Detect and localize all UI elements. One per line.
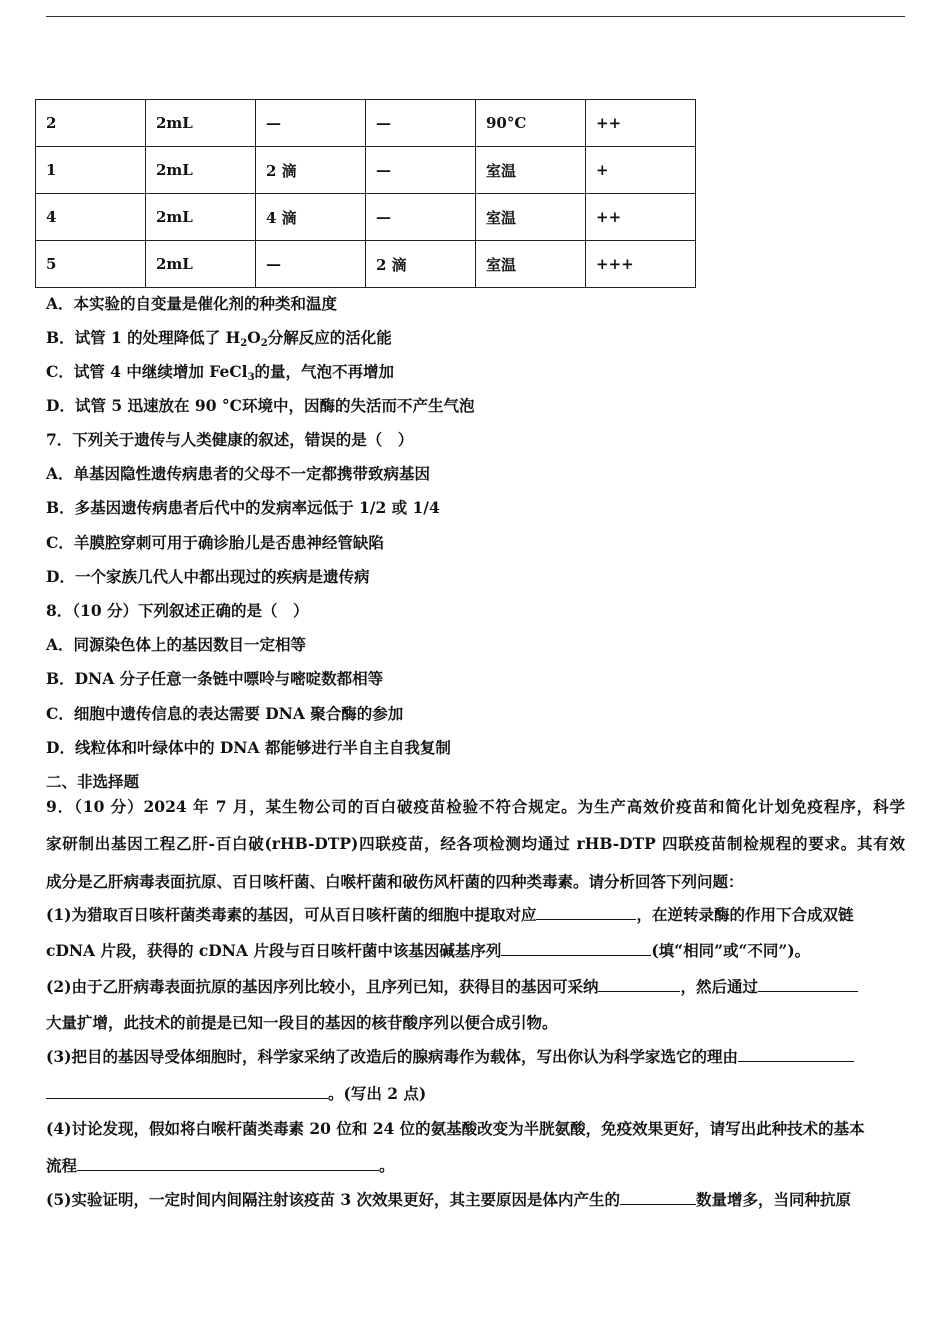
table-cell: 90°C <box>476 100 586 147</box>
table-cell: + <box>586 147 696 194</box>
q8-option-d: D．线粒体和叶绿体中的 DNA 都能够进行半自主自我复制 <box>46 738 451 757</box>
q9-part1-text-d: (填“相同”或“不同”)。 <box>651 941 811 960</box>
answer-blank[interactable] <box>620 1190 696 1205</box>
q8-stem: 8．（10 分）下列叙述正确的是（ ） <box>46 601 309 620</box>
q7-option-b: B．多基因遗传病患者后代中的发病率远低于 1/2 或 1/4 <box>46 498 440 517</box>
q9-part1-line1 <box>46 905 853 925</box>
q7-stem: 7．下列关于遗传与人类健康的叙述，错误的是（ ） <box>46 430 414 449</box>
q6-option-c-post: 的量，气泡不再增加 <box>254 362 395 381</box>
answer-blank[interactable] <box>598 977 680 992</box>
q9-part3-text-b: 。(写出 2 点) <box>328 1084 427 1103</box>
table-cell: 室温 <box>476 147 586 194</box>
q9-part1-text-a: (1)为猎取百日咳杆菌类毒素的基因，可从百日咳杆菌的细胞中提取对应 <box>46 905 537 924</box>
table-cell: 1 <box>36 147 146 194</box>
q9-part2-line2: 大量扩增，此技术的前提是已知一段目的基因的核苷酸序列以便合成引物。 <box>46 1013 558 1032</box>
q9-part2-text-a: (2)由于乙肝病毒表面抗原的基因序列比较小，且序列已知，获得目的基因可采纳 <box>46 977 599 996</box>
table-cell: 4 <box>36 194 146 241</box>
answer-blank[interactable] <box>46 1084 328 1099</box>
q9-part4-line2 <box>46 1156 395 1176</box>
table-cell: 2 滴 <box>366 241 476 288</box>
answer-blank[interactable] <box>536 905 636 920</box>
experiment-table <box>35 99 696 288</box>
table-cell: — <box>256 241 366 288</box>
q6-option-c <box>46 362 394 388</box>
q6-option-c-pre: C．试管 4 中继续增加 FeCl <box>46 362 248 381</box>
q7-option-c: C．羊膜腔穿刺可用于确诊胎儿是否患神经管缺陷 <box>46 533 384 552</box>
table-row <box>36 194 696 241</box>
table-cell: ++ <box>586 100 696 147</box>
table-cell: 室温 <box>476 241 586 288</box>
subscript: 2 <box>240 338 248 349</box>
q8-option-b: B．DNA 分子任意一条链中嘌呤与嘧啶数都相等 <box>46 669 384 688</box>
q9-part4-line1: (4)讨论发现，假如将白喉杆菌类毒素 20 位和 24 位的氨基酸改变为半胱氨酸，免疫效果更好，请写出此种技术的基本 <box>46 1119 865 1138</box>
q9-part5-text-a: (5)实验证明，一定时间内间隔注射该疫苗 3 次效果更好，其主要原因是体内产生的 <box>46 1190 621 1209</box>
q6-option-b <box>46 328 392 354</box>
q9-part5-text-b: 数量增多，当同种抗原 <box>696 1190 852 1209</box>
table-cell: 2mL <box>146 147 256 194</box>
subscript: 3 <box>247 372 255 383</box>
q9-line-3: 成分是乙肝病毒表面抗原、百日咳杆菌、白喉杆菌和破伤风杆菌的四种类毒素。请分析回答下列问题： <box>46 872 744 891</box>
subscript: 2 <box>260 338 268 349</box>
q9-part4-text-b: 流程 <box>46 1156 78 1175</box>
header-rule <box>46 16 905 17</box>
table-row <box>36 147 696 194</box>
table-cell: — <box>366 100 476 147</box>
q8-option-c: C．细胞中遗传信息的表达需要 DNA 聚合酶的参加 <box>46 704 404 723</box>
table-cell: 2mL <box>146 241 256 288</box>
q9-line-2: 家研制出基因工程乙肝-百白破(rHB-DTP)四联疫苗，经各项检测均通过 rHB-DTP 四联疫苗制检规程的要求。其有效 <box>46 834 905 853</box>
q9-part4-text-c: 。 <box>379 1156 395 1175</box>
table-cell: 2 <box>36 100 146 147</box>
q9-part2-line1 <box>46 977 858 997</box>
table-cell: 2 滴 <box>256 147 366 194</box>
q7-option-d: D．一个家族几代人中都出现过的疾病是遗传病 <box>46 567 370 586</box>
q7-option-a: A．单基因隐性遗传病患者的父母不一定都携带致病基因 <box>46 464 431 483</box>
table-cell: +++ <box>586 241 696 288</box>
q9-part3-line1 <box>46 1047 854 1067</box>
table-cell: ++ <box>586 194 696 241</box>
answer-blank[interactable] <box>77 1156 379 1171</box>
q9-part3-text-a: (3)把目的基因导受体细胞时，科学家采纳了改造后的腺病毒作为载体，写出你认为科学家选它的理由 <box>46 1047 738 1066</box>
q9-part2-text-b: ，然后通过 <box>680 977 758 996</box>
answer-blank[interactable] <box>758 977 858 992</box>
table-row <box>36 241 696 288</box>
q9-part1-line2 <box>46 941 810 961</box>
q6-option-a: A．本实验的自变量是催化剂的种类和温度 <box>46 294 338 313</box>
q9-line-1: 9．（10 分）2024 年 7 月，某生物公司的百白破疫苗检验不符合规定。为生产高效价疫苗和简化计划免疫程序，科学 <box>46 797 905 816</box>
table-cell: — <box>366 147 476 194</box>
q9-part5-line1 <box>46 1190 851 1210</box>
q9-part1-text-b: ，在逆转录酶的作用下合成双链 <box>636 905 854 924</box>
table-cell: 5 <box>36 241 146 288</box>
q8-option-a: A．同源染色体上的基因数目一定相等 <box>46 635 307 654</box>
answer-blank[interactable] <box>738 1047 854 1062</box>
section-heading: 二、非选择题 <box>46 772 140 791</box>
table-cell: 2mL <box>146 194 256 241</box>
q6-option-b-pre: B．试管 1 的处理降低了 H <box>46 328 241 347</box>
table-cell: 室温 <box>476 194 586 241</box>
q9-part3-line2 <box>46 1084 426 1104</box>
q6-option-b-post: 分解反应的活化能 <box>267 328 392 347</box>
table-cell: 2mL <box>146 100 256 147</box>
table-cell: — <box>366 194 476 241</box>
q9-part1-text-c: cDNA 片段，获得的 cDNA 片段与百日咳杆菌中该基因碱基序列 <box>46 941 502 960</box>
q6-option-d: D．试管 5 迅速放在 90 °C环境中，因酶的失活而不产生气泡 <box>46 396 475 415</box>
table-row <box>36 100 696 147</box>
q6-option-b-mid: O <box>247 328 261 347</box>
table-cell: 4 滴 <box>256 194 366 241</box>
answer-blank[interactable] <box>501 941 651 956</box>
table-cell: — <box>256 100 366 147</box>
